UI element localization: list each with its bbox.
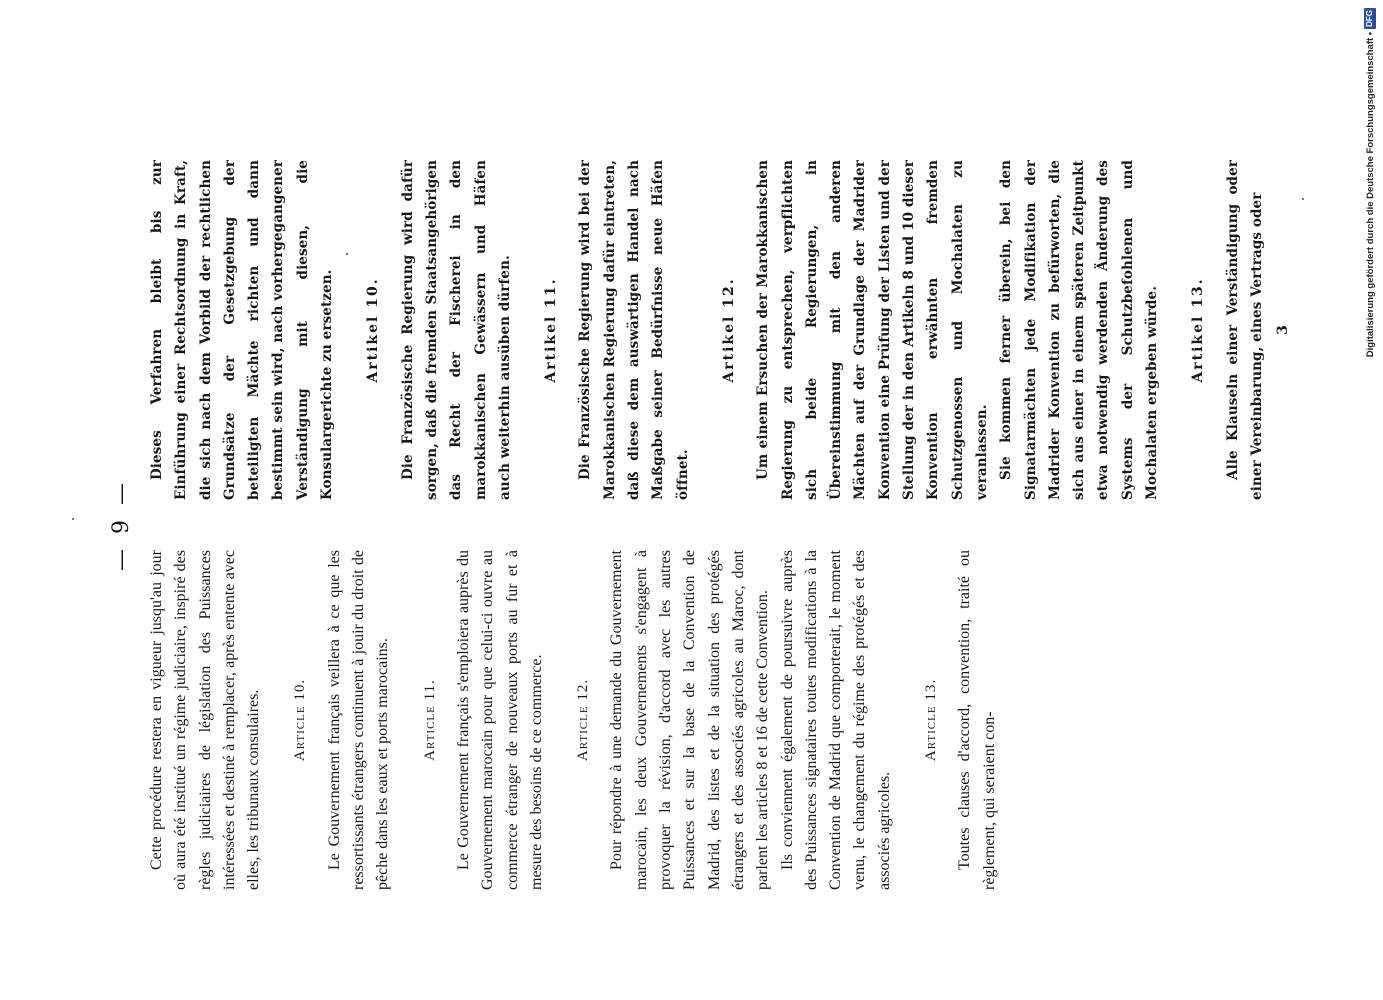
french-article-13-text: Toutes clauses d'accord, convention, traité ou règlement, qui seraient con- bbox=[956, 550, 998, 890]
german-article-11-text: Die Französische Regierung wird bei der Marokkanischen Regierung dafür eintreten, daß diese dem auswärtigen Handel nach Maßgabe seiner Bedürfnisse neue Häfen öffnet. bbox=[577, 160, 691, 500]
german-intro-paragraph: Dieses Verfahren bleibt bis zur Einführung einer Rechtsordnung in Kraft, die sich nach dem Vorbild der rechtlichen Grundsätze der Gesetzgebung der beteiligten Mächte richten und dann bestimmt sein wird, nach vorhergegangener Verständigung mit diesen, die Konsulargerichte zu ersetzen. bbox=[149, 160, 336, 500]
scan-speck bbox=[346, 253, 348, 255]
german-article-13-text: Alle Klauseln einer Verständigung oder einer Vereinbarung, eines Vertrags oder bbox=[1224, 160, 1265, 500]
german-article-12-text: Um einem Ersuchen der Marokkanischen Regierung zu entsprechen, verpflichten sich beide Regierungen, in Übereinstimmung mit den anderen Mächten auf der Grundlage der Madrider Konvention eine Prüfung der Listen und der Stellung der in den Artikeln 8 und 10 dieser Konvention erwähnten fremden Schutzgenossen und Mochalaten zu veranlassen. bbox=[755, 160, 990, 500]
french-article-13-heading: Article 13. bbox=[923, 678, 940, 762]
french-intro-paragraph: Cette procédure restera en vigueur jusqu'au jour où aura été institué un régime judiciaire, inspiré des règles judiciaires de législation des Puissances intéressées et destiné à remplacer, après entente avec elles, les tribunaux consulaires. bbox=[148, 550, 263, 890]
french-article-11-heading: Article 11. bbox=[421, 679, 438, 761]
german-article-13-heading: Artikel 13. bbox=[1190, 277, 1207, 383]
french-column bbox=[145, 550, 1105, 890]
digitization-credit bbox=[1363, 8, 1377, 992]
page-number: — 9 — bbox=[109, 479, 134, 571]
digitization-credit-text-wrap bbox=[1363, 8, 1377, 992]
french-article-10-heading: Article 10. bbox=[292, 678, 309, 762]
rotated-page-content bbox=[109, 160, 1292, 890]
german-article-12-text-2: Sie kommen ferner überein, bei den Signatarmächten jede Modifikation der Madrider Konvention zu befürworten, die sich aus einer in einem späteren Zeitpunkt etwa notwendig werdenden Änderung des Systems der Schutzbefohlenen und Mochalaten ergeben würde. bbox=[998, 160, 1160, 500]
french-article-10-text: Le Gouvernement français veillera à ce que les ressortissants étrangers continuent à jouir du droit de pêche dans les eaux et ports marocains. bbox=[325, 550, 392, 890]
signature-mark: 3 bbox=[1275, 325, 1292, 335]
french-article-12-text: Pour répondre à une demande du Gouvernement marocain, les deux Gouvernements s'engagent à provoquer la révision, d'accord avec les autres Puissances et sur la base de la Convention de Madrid, des listes et de la situation des protégés étrangers et des associés agricoles au Maroc, dont parlent les articles 8 et 16 de cette Convention. bbox=[608, 550, 772, 890]
german-article-12-heading: Artikel 12. bbox=[720, 277, 737, 383]
dfg-logo: DFG bbox=[1365, 10, 1374, 27]
french-article-11-text: Le Gouvernement français s'emploiera auprès du Gouvernement marocain pour que celui-ci ouvre au commerce étranger de nouveaux ports au fur et à mesure des besoins de ce commerce. bbox=[454, 550, 545, 890]
german-article-10-text: Die Französische Regierung wird dafür sorgen, daß die fremden Staatsangehörigen das Recht der Fischerei in den marokkanischen Gewässern und Häfen auch weiterhin ausüben dürfen. bbox=[399, 160, 513, 500]
french-article-12-heading: Article 12. bbox=[575, 678, 592, 762]
french-article-12-text-2: Ils conviennent également de poursuivre auprès des Puissances signataires toutes modifications à la Convention de Madrid que comporterait, le moment venu, le changement du régime des protégés et des associés agricoles. bbox=[778, 550, 893, 890]
german-article-10-heading: Artikel 10. bbox=[365, 277, 382, 383]
german-article-11-heading: Artikel 11. bbox=[543, 277, 560, 383]
german-column bbox=[145, 160, 1292, 500]
scan-speck bbox=[1302, 198, 1304, 200]
scan-speck bbox=[72, 518, 74, 520]
digitization-credit-text: Digitalisierung gefördert durch die Deutsche Forschungsgemeinschaft • bbox=[1364, 31, 1376, 358]
two-column-text bbox=[145, 160, 1292, 890]
